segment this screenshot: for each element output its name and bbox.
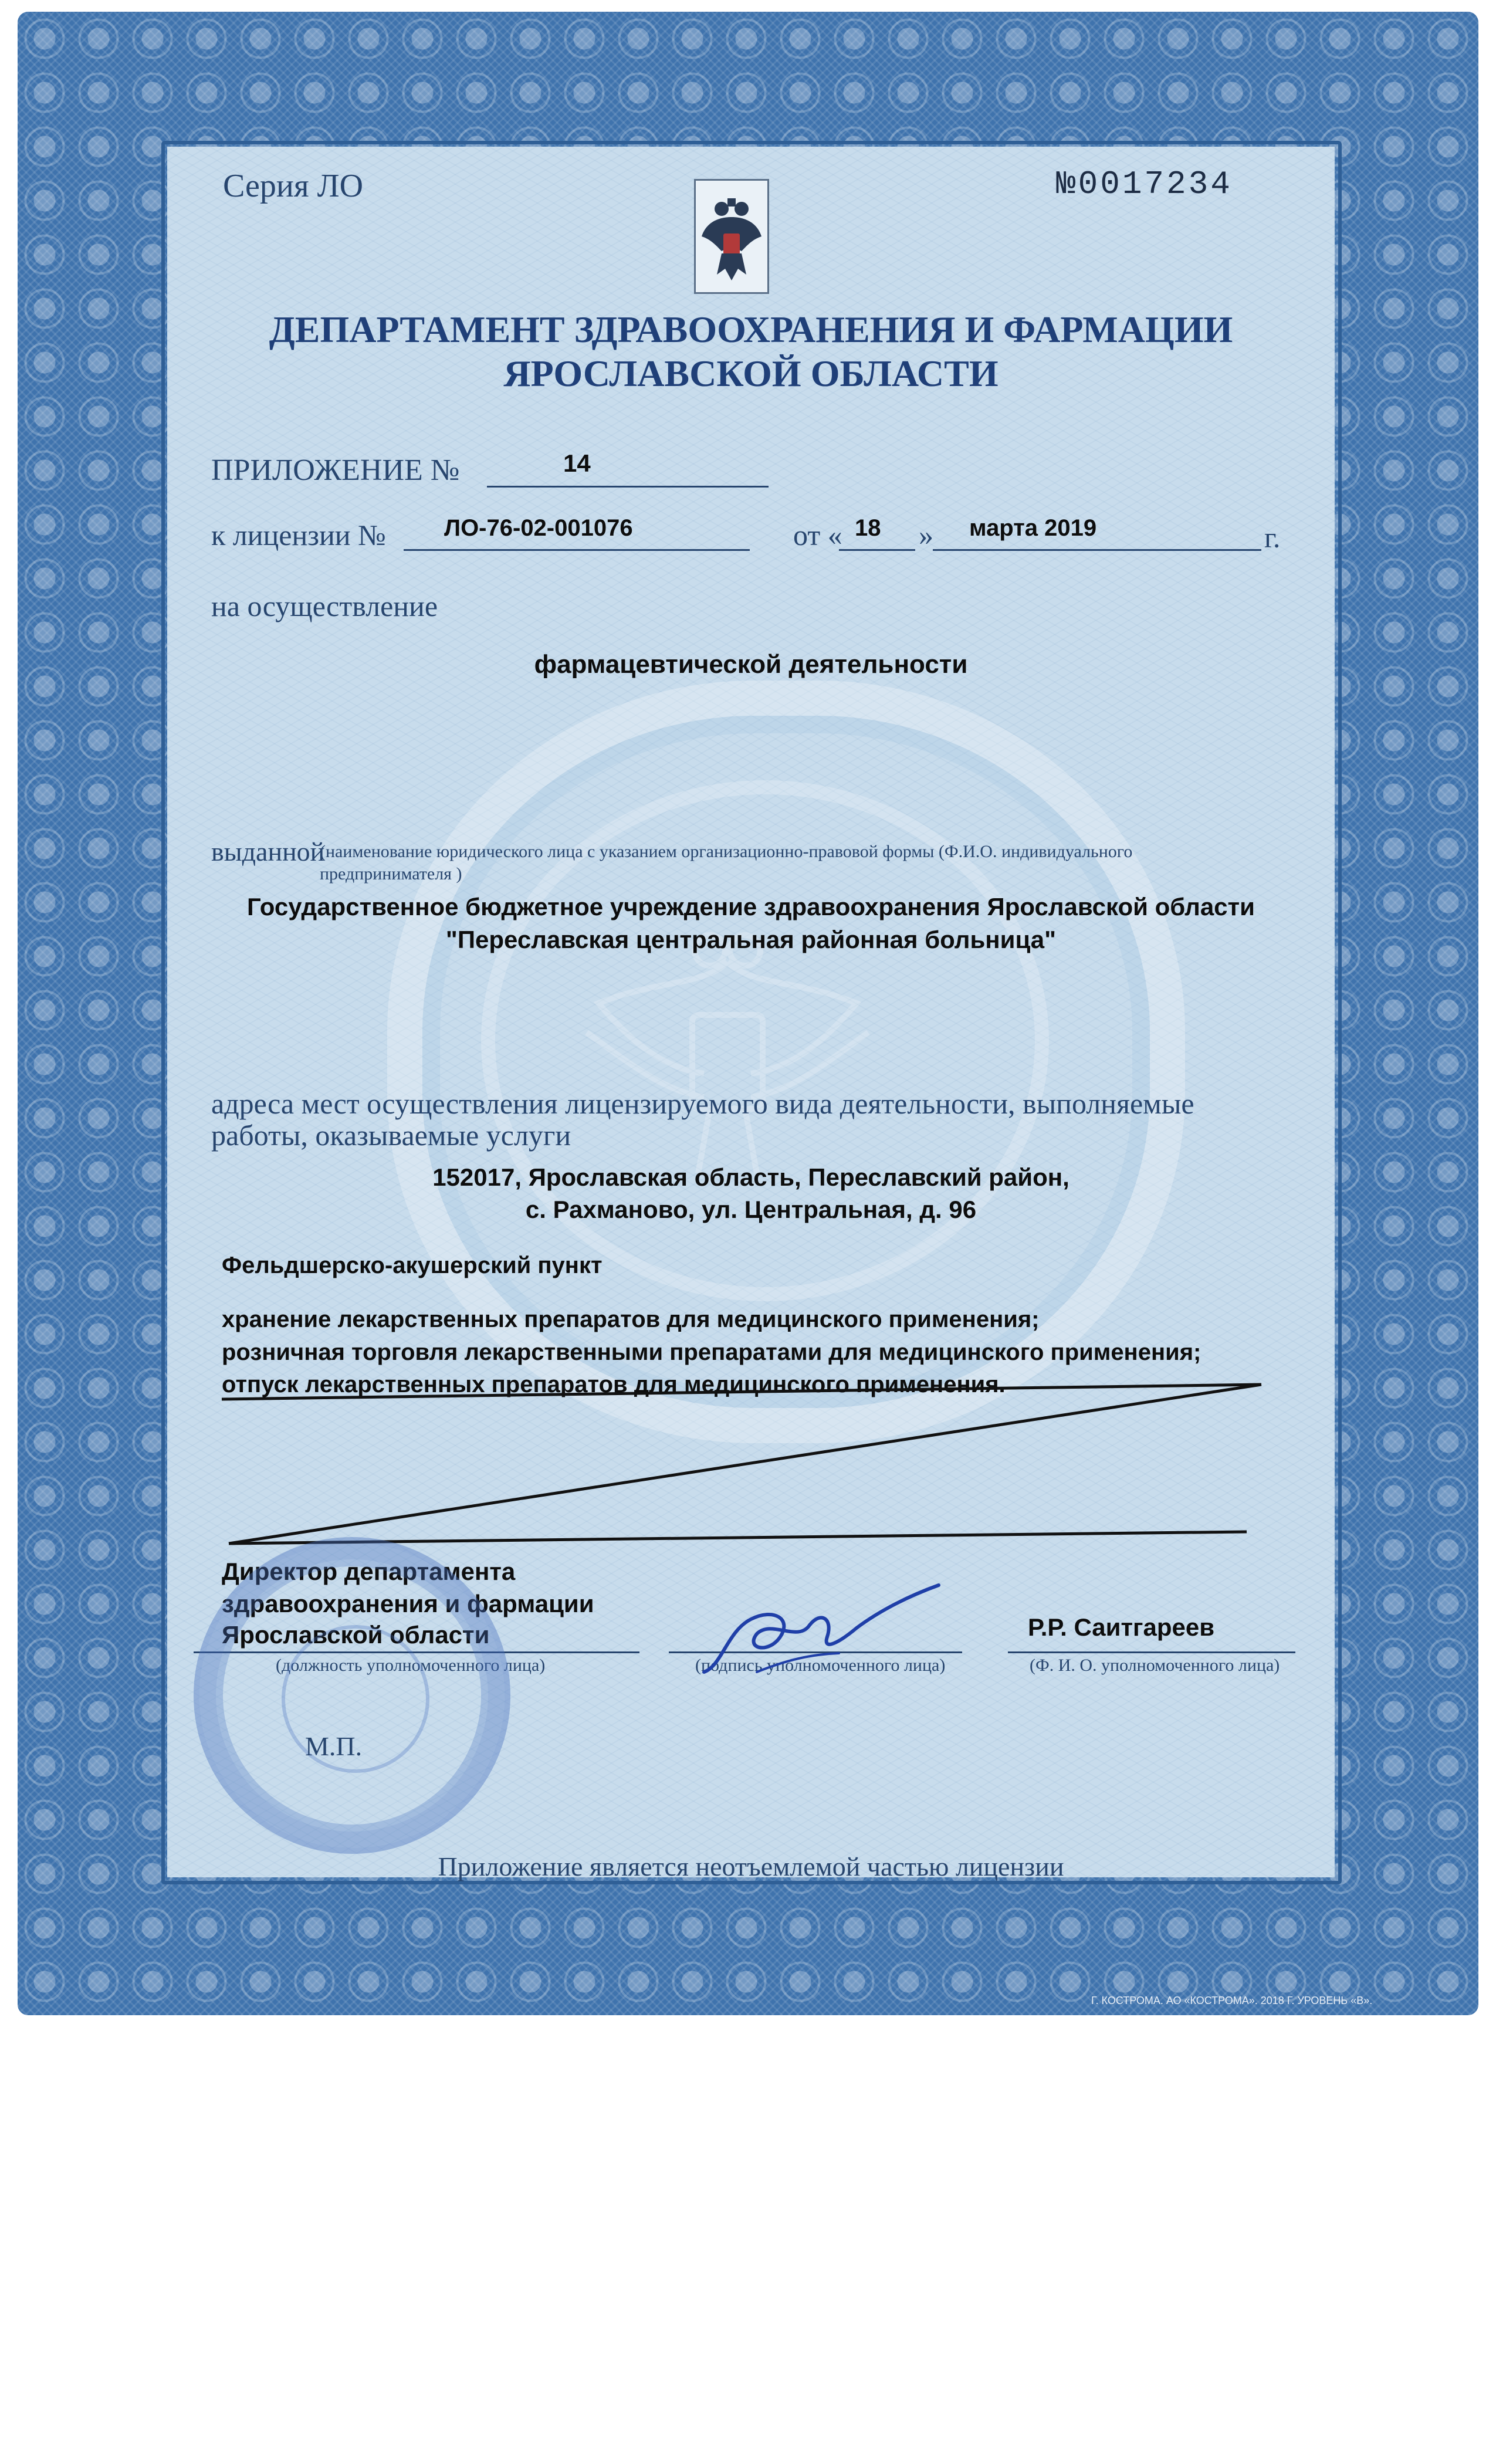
signer-position-line1: Директор департамента [222,1558,516,1585]
official-stamp [194,1537,510,1854]
service-item-3: отпуск лекарственных препаратов для медицинского применения. [222,1372,1006,1397]
signer-position-line3: Ярославской области [222,1621,490,1649]
activity-value: фармацевтической деятельности [534,650,968,679]
name-caption: (Ф. И. О. уполномоченного лица) [1030,1656,1280,1675]
name-underline [1008,1651,1295,1653]
organization-name-line1: Государственное бюджетное учреждение здравоохранения Ярославской области [247,893,1255,920]
printer-imprint: Г. КОСТРОМА. АО «КОСТРОМА». 2018 Г. УРОВЕНЬ «В». [1091,1995,1373,2006]
department-title-line1: ДЕПАРТАМЕНТ ЗДРАВООХРАНЕНИЯ И ФАРМАЦИИ [269,309,1233,350]
signer-position-line2: здравоохранения и фармации [222,1590,594,1617]
addresses-label-line2: работы, оказываемые услуги [211,1119,571,1152]
double-headed-eagle-icon [696,181,767,292]
series-label: Серия ЛО [223,168,364,204]
department-title-line2: ЯРОСЛАВСКОЙ ОБЛАСТИ [503,353,999,394]
blank-space-strikethrough [211,1376,1273,1552]
appendix-number: 14 [563,449,591,477]
form-number: №0017234 [1056,165,1233,203]
license-day: 18 [855,515,881,541]
activity-label: на осуществление [211,590,438,622]
license-date-from-label: от « [793,519,842,551]
appendix-footer-note: Приложение является неотъемлемой частью лицензии [438,1852,1064,1881]
signature-caption: (подпись уполномоченного лица) [695,1656,946,1675]
facility-name: Фельдшерско-акушерский пункт [222,1253,603,1278]
issued-hint: (наименование юридического лица с указанием организационно-правовой формы (Ф.И.О. индивидуального предпринимателя ) [320,842,1133,884]
service-item-2: розничная торговля лекарственными препаратами для медицинского применения; [222,1339,1201,1365]
appendix-number-underline [487,458,769,488]
appendix-label: ПРИЛОЖЕНИЕ № [211,453,460,487]
handwritten-signature [686,1578,945,1690]
signer-name: Р.Р. Саитгареев [1028,1613,1215,1641]
license-number: ЛО-76-02-001076 [444,515,633,541]
addresses-label-line1: адреса мест осуществления лицензируемого вида деятельности, выполняемые [211,1087,1194,1120]
address-line2: с. Рахманово, ул. Центральная, д. 96 [525,1196,977,1223]
position-caption: (должность уполномоченного лица) [276,1656,546,1675]
license-month-year: марта 2019 [969,515,1097,541]
coat-of-arms-emblem [694,179,769,294]
address-line1: 152017, Ярославская область, Переславский район, [432,1163,1069,1191]
service-item-1: хранение лекарственных препаратов для медицинского применения; [222,1307,1040,1332]
organization-name-line2: "Переславская центральная районная больница" [445,926,1057,953]
issued-label: выданной [211,837,325,867]
license-label: к лицензии № [211,519,386,551]
license-year-suffix: г. [1264,521,1281,554]
license-quote-close: » [919,519,933,551]
seal-place-label: М.П. [305,1731,363,1761]
